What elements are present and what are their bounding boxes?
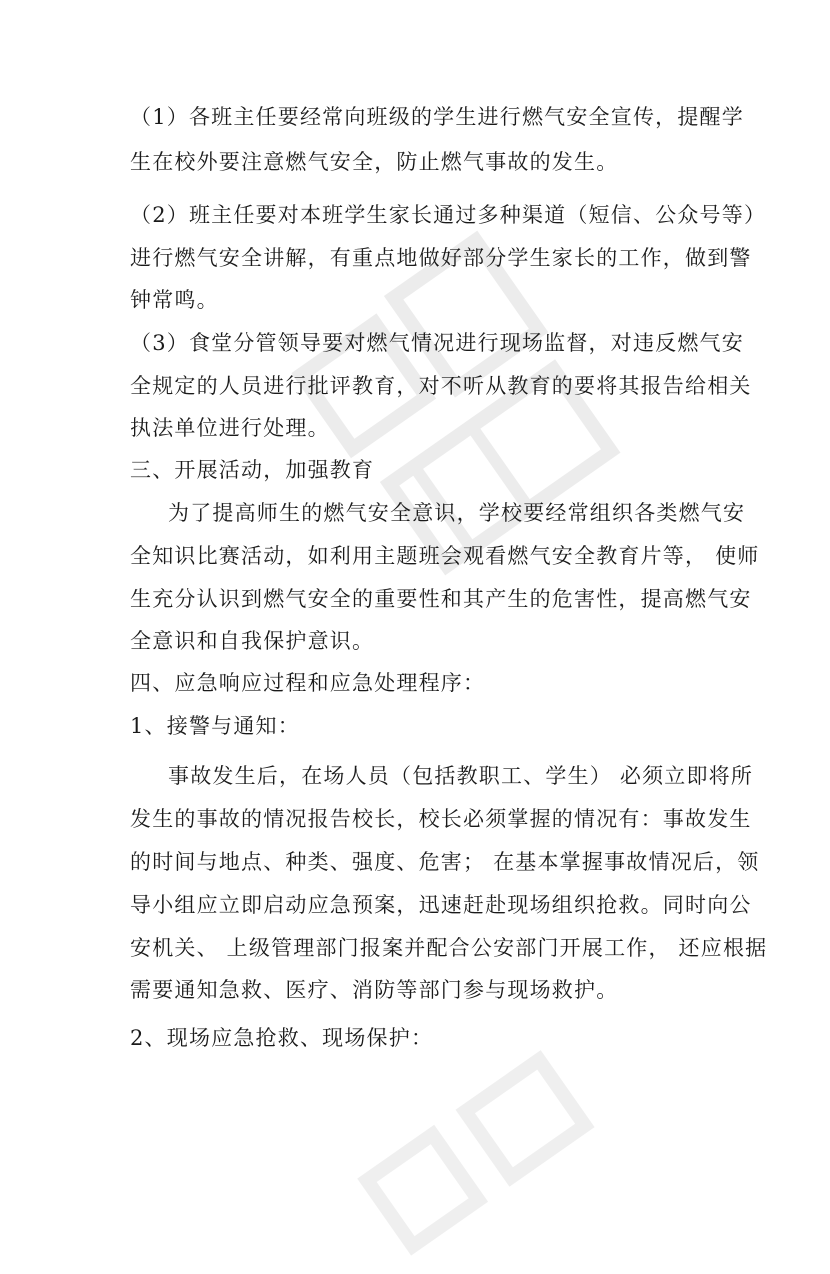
subsection-heading: 1、接警与通知： xyxy=(130,714,300,738)
paragraph-line: （1）各班主任要经常向班级的学生进行燃气安全宣传，提醒学 xyxy=(130,105,744,129)
paragraph-line: 生充分认识到燃气安全的重要性和其产生的危害性，提高燃气安 xyxy=(130,587,752,611)
watermark-icon xyxy=(339,1026,621,1273)
paragraph-line: 的时间与地点、种类、强度、危害； 在基本掌握事故情况后，领 xyxy=(130,850,760,874)
paragraph-line: 导小组应立即启动应急预案，迅速赶赴现场组织抢救。同时向公 xyxy=(130,893,752,917)
paragraph-line: （3）食堂分管领导要对燃气情况进行现场监督，对违反燃气安 xyxy=(130,331,744,355)
paragraph-line: 需要通知急救、医疗、消防等部门参与现场救护。 xyxy=(130,978,619,1002)
paragraph-line: 为了提高师生的燃气安全意识，学校要经常组织各类燃气安 xyxy=(168,501,746,525)
paragraph-line: 事故发生后，在场人员（包括教职工、学生） 必须立即将所 xyxy=(168,764,754,788)
paragraph-line: 全规定的人员进行批评教育，对不听从教育的要将其报告给相关 xyxy=(130,374,752,398)
paragraph-line: 进行燃气安全讲解，有重点地做好部分学生家长的工作，做到警 xyxy=(130,246,752,270)
section-heading: 四、应急响应过程和应急处理程序： xyxy=(130,671,486,695)
paragraph-line: 生在校外要注意燃气安全，防止燃气事故的发生。 xyxy=(130,150,619,174)
subsection-heading: 2、现场应急抢救、现场保护： xyxy=(130,1026,434,1050)
paragraph-line: 全意识和自我保护意识。 xyxy=(130,629,375,653)
paragraph-line: 全知识比赛活动，如利用主题班会观看燃气安全教育片等， 使师 xyxy=(130,544,760,568)
paragraph-line: 安机关、 上级管理部门报案并配合公安部门开展工作， 还应根据 xyxy=(130,936,768,960)
paragraph-line: 执法单位进行处理。 xyxy=(130,416,330,440)
section-heading: 三、开展活动，加强教育 xyxy=(130,458,375,482)
paragraph-line: （2）班主任要对本班学生家长通过多种渠道（短信、公众号等） xyxy=(130,203,767,227)
paragraph-line: 发生的事故的情况报告校长，校长必须掌握的情况有：事故发生 xyxy=(130,807,752,831)
paragraph-line: 钟常鸣。 xyxy=(130,288,219,312)
